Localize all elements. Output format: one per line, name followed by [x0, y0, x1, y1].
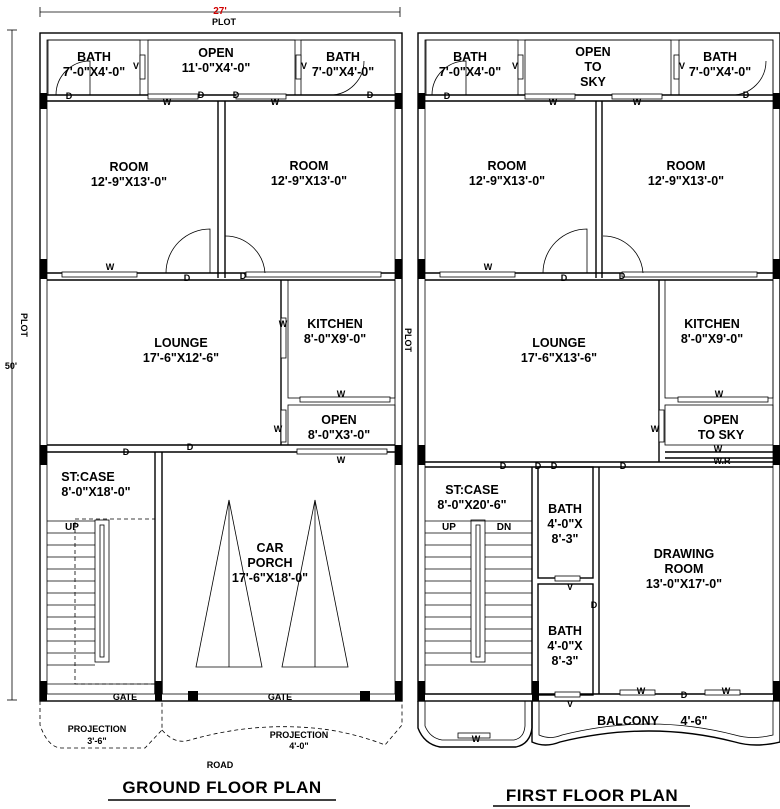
gf-open-top-name: OPEN — [198, 46, 234, 60]
gf-stair-name: ST:CASE — [61, 470, 115, 484]
ff-open-sky-line3: SKY — [580, 75, 606, 89]
gf-kitchen-name: KITCHEN — [307, 317, 363, 331]
gf-gate-1: GATE — [112, 692, 138, 702]
ff-mark-w: W — [713, 444, 723, 454]
first-floor-walls — [418, 33, 780, 701]
plot-label-top: PLOT — [212, 17, 236, 27]
ff-stair-name: ST:CASE — [445, 483, 499, 497]
ff-mark-w: W — [721, 686, 731, 696]
ff-room-right-name: ROOM — [666, 159, 706, 173]
gf-open-mid-size: 8'-0"X3'-0" — [307, 428, 371, 442]
gf-mark-w: W — [105, 262, 115, 272]
ff-mark-d: D — [680, 690, 688, 700]
ff-room-left-name: ROOM — [487, 159, 527, 173]
gf-mark-w: W — [270, 97, 280, 107]
gf-bath-right-size: 7'-0"X4'-0" — [311, 65, 375, 79]
ff-mark-v: V — [511, 61, 519, 71]
gf-proj2-name: PROJECTION — [269, 730, 329, 740]
first-staircase — [425, 520, 532, 665]
gf-open-mid-name: OPEN — [321, 413, 357, 427]
ff-bath-mid2-name: BATH — [548, 624, 582, 638]
gf-mark-w: W — [336, 389, 346, 399]
gf-mark-d: D — [122, 447, 130, 457]
gf-porch-size: 17'-6"X18'-0" — [231, 571, 309, 585]
ff-open-sky-line2: TO — [584, 60, 602, 74]
ground-floor-title: GROUND FLOOR PLAN — [122, 778, 322, 797]
gf-porch-line1: CAR — [256, 541, 284, 555]
ff-mark-w: W — [548, 97, 558, 107]
ff-mark-d: D — [560, 273, 568, 283]
ff-kitchen-name: KITCHEN — [684, 317, 740, 331]
ff-lounge-name: LOUNGE — [532, 336, 586, 350]
gf-proj2-size: 4'-0" — [289, 741, 309, 751]
ff-drawing-line1: DRAWING — [653, 547, 715, 561]
gf-mark-v: V — [300, 61, 308, 71]
gf-lounge-name: LOUNGE — [154, 336, 208, 350]
gf-mark-w: W — [162, 97, 172, 107]
ff-mark-d: D — [499, 461, 507, 471]
ff-stair-size: 8'-0"X20'-6" — [437, 498, 507, 512]
ff-mark-d: D — [443, 91, 451, 101]
ff-mark-w: W — [636, 686, 646, 696]
ff-bath-right-name: BATH — [703, 50, 737, 64]
gf-room-left-name: ROOM — [109, 160, 149, 174]
gf-mark-d: D — [239, 271, 247, 281]
gf-porch-line2: PORCH — [247, 556, 293, 570]
gf-stair-size: 8'-0"X18'-0" — [61, 485, 131, 499]
ff-bath-mid1-name: BATH — [548, 502, 582, 516]
road-label: ROAD — [206, 760, 234, 770]
ff-mark-w: W — [471, 734, 481, 744]
ff-bath-mid2-line2: 4'-0"X — [547, 639, 583, 653]
ff-drawing-size: 13'-0"X17'-0" — [645, 577, 723, 591]
plot-label-mid: PLOT — [403, 328, 413, 352]
ground-floor-walls — [40, 33, 402, 701]
width-dimension: 27' — [213, 6, 227, 17]
gf-gate-2: GATE — [267, 692, 293, 702]
gf-mark-d: D — [186, 442, 194, 452]
gf-mark-d: D — [183, 273, 191, 283]
ff-mark-d: D — [619, 461, 627, 471]
ff-mark-w: W — [714, 389, 724, 399]
ground-marks — [66, 61, 374, 465]
ff-room-left-size: 12'-9"X13'-0" — [468, 174, 546, 188]
gf-mark-w: W — [336, 455, 346, 465]
length-dimension: 50' — [4, 361, 18, 371]
first-doors — [432, 61, 766, 273]
ff-mark-w: W — [483, 262, 493, 272]
gf-mark-d: D — [232, 90, 240, 100]
gf-stair-up: UP — [65, 522, 79, 533]
ground-staircase — [47, 519, 155, 684]
gf-mark-w: W — [278, 319, 288, 329]
ff-mark-v: V — [566, 699, 574, 709]
gf-mark-d: D — [65, 91, 73, 101]
ff-open-sky-line1: OPEN — [575, 45, 611, 59]
gf-mark-d: D — [197, 90, 205, 100]
ff-mark-w: W — [632, 97, 642, 107]
gf-mark-w: W — [273, 424, 283, 434]
gf-kitchen-size: 8'-0"X9'-0" — [303, 332, 367, 346]
ff-mark-v: V — [678, 61, 686, 71]
gf-mark-d: D — [366, 90, 374, 100]
ff-bath-left-name: BATH — [453, 50, 487, 64]
gf-room-left-size: 12'-9"X13'-0" — [90, 175, 168, 189]
ff-bath-left-size: 7'-0"X4'-0" — [438, 65, 502, 79]
ff-balcony-name: BALCONY — [597, 714, 659, 728]
gf-room-right-size: 12'-9"X13'-0" — [270, 174, 348, 188]
ff-room-right-size: 12'-9"X13'-0" — [647, 174, 725, 188]
ff-bath-mid1-line3: 8'-3" — [551, 532, 579, 546]
gf-bath-left-name: BATH — [77, 50, 111, 64]
ff-mark-d: D — [550, 461, 558, 471]
ff-kitchen-size: 8'-0"X9'-0" — [680, 332, 744, 346]
ff-stair-up: UP — [442, 522, 456, 533]
ff-open-sky2-line2: TO SKY — [697, 428, 745, 442]
gf-bath-right-name: BATH — [326, 50, 360, 64]
ff-mark-d: D — [618, 271, 626, 281]
gf-proj1-size: 3'-6" — [87, 736, 107, 746]
gf-lounge-size: 17'-6"X12'-6" — [142, 351, 220, 365]
ff-balcony-size: 4'-6" — [680, 714, 708, 728]
ff-mark-d: D — [590, 600, 598, 610]
first-floor-title: FIRST FLOOR PLAN — [505, 786, 679, 805]
ff-mark-v: V — [566, 582, 574, 592]
ff-wr: W.R — [713, 456, 731, 466]
ff-bath-mid2-line3: 8'-3" — [551, 654, 579, 668]
ff-mark-w: W — [650, 424, 660, 434]
ff-mark-d: D — [742, 90, 750, 100]
ff-drawing-line2: ROOM — [664, 562, 704, 576]
gf-room-right-name: ROOM — [289, 159, 329, 173]
ff-bath-mid1-line2: 4'-0"X — [547, 517, 583, 531]
ff-bath-right-size: 7'-0"X4'-0" — [688, 65, 752, 79]
plot-label-left: PLOT — [19, 313, 29, 337]
ff-stair-dn: DN — [496, 522, 512, 533]
gf-open-top-size: 11'-0"X4'-0" — [181, 61, 251, 75]
gf-bath-left-size: 7'-0"X4'-0" — [62, 65, 126, 79]
gf-proj1-name: PROJECTION — [67, 724, 127, 734]
ff-open-sky2-line1: OPEN — [703, 413, 739, 427]
ff-lounge-size: 17'-6"X13'-6" — [520, 351, 598, 365]
ff-mark-d: D — [534, 461, 542, 471]
gf-mark-v: V — [132, 61, 140, 71]
